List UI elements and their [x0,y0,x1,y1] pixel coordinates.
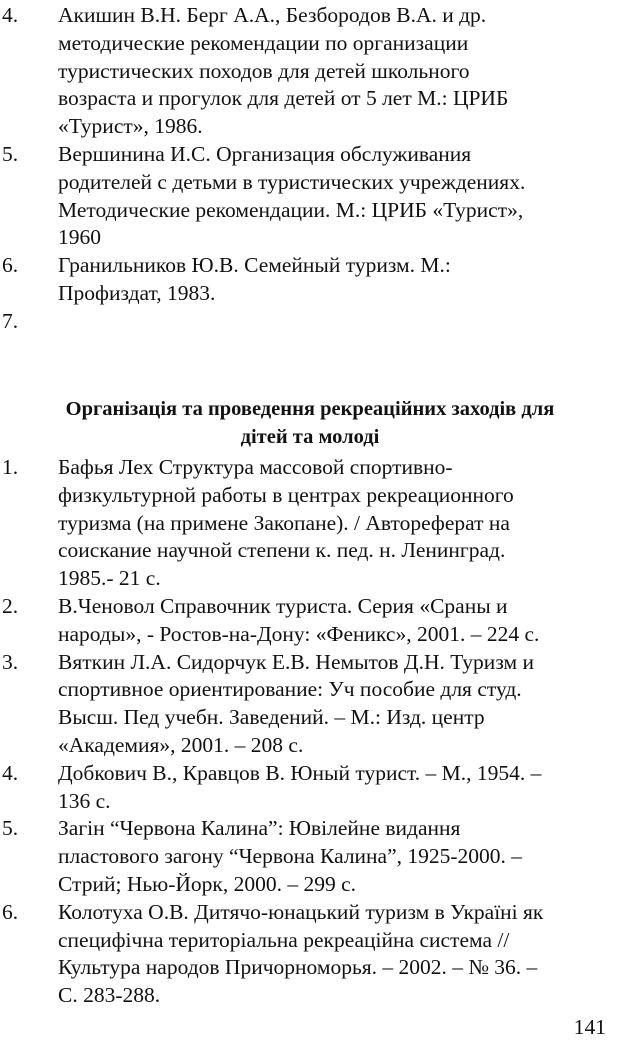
reference-line: Загін “Червона Калина”: Ювілейне видання [58,816,461,841]
reference-line: В.Ченовол Справочник туриста. Серия «Сраны и [58,593,508,618]
reference-line: Колотуха О.В. Дитячо-юнацький туризм в Україні як [58,899,544,924]
reference-number: 6. [2,899,19,924]
reference-number: 4. [2,760,19,785]
reference-number: 6. [2,253,19,278]
reference-text [58,2,618,141]
reference-number: 1. [2,455,19,479]
reference-item-bottom-1 [0,454,620,593]
reference-text [58,760,618,816]
reference-text [58,141,618,252]
reference-line: «Академия», 2001. – 208 с. [58,732,304,757]
reference-line: Акишин В.Н. Берг А.А., Безбородов В.А. и др. [58,3,487,27]
reference-line: 1960 [58,225,101,250]
reference-number: 2. [2,593,19,618]
section-heading-line: дітей та молоді [240,425,380,448]
reference-list-top [0,2,620,336]
reference-line: физкультурной работы в центрах рекреационного [58,482,514,507]
reference-text [58,252,618,308]
reference-line: Вершинина И.С. Организация обслуживания [58,141,472,166]
reference-text [58,815,618,898]
reference-item-top-6 [0,252,620,308]
reference-item-bottom-2 [0,593,620,649]
reference-number: 7. [2,308,19,333]
reference-text [58,899,618,1010]
section-heading [0,396,620,452]
reference-line: туризма (на примене Закопане). / Автореферат на [58,510,510,535]
reference-text [58,649,618,760]
reference-item-top-5 [0,141,620,252]
reference-line: 1985.- 21 с. [58,566,161,591]
reference-line: специфічна територіальна рекреаційна система // [58,927,510,952]
reference-line: Гранильников Ю.В. Семейный туризм. М.: [58,253,451,278]
reference-text [58,454,618,593]
reference-line: соискание научной степени к. пед. н. Ленинград. [58,538,506,563]
reference-line: С. 283-288. [58,983,161,1008]
reference-item-bottom-5 [0,815,620,898]
reference-line: «Турист», 1986. [58,114,203,139]
reference-line: Добкович В., Кравцов В. Юный турист. – М., 1954. – [58,760,542,785]
reference-line: Методические рекомендации. М.: ЦРИБ «Турист», [58,197,524,222]
reference-line: родителей с детьми в туристических учреждениях. [58,169,526,194]
reference-item-top-4 [0,2,620,141]
reference-line: Профиздат, 1983. [58,280,216,305]
reference-line: 136 с. [58,788,111,813]
reference-item-bottom-6 [0,899,620,1010]
reference-line: Вяткин Л.А. Сидорчук Е.В. Немытов Д.Н. Туризм и [58,649,534,674]
reference-item-top-7 [0,308,620,336]
reference-item-bottom-3 [0,649,620,760]
reference-number: 5. [2,141,19,166]
reference-line: Стрий; Нью-Йорк, 2000. – 299 с. [58,871,357,896]
reference-text [58,593,618,649]
reference-line: народы», - Ростов-на-Дону: «Феникс», 2001. – 224 с. [58,621,540,646]
reference-line: пластового загону “Червона Калина”, 1925-2000. – [58,844,523,869]
reference-number: 5. [2,816,19,841]
reference-line: спортивное ориентирование: Уч пособие для студ. [58,677,522,702]
reference-line: Бафья Лех Структура массовой спортивно- [58,455,453,479]
reference-line: возраста и прогулок для детей от 5 лет М.: ЦРИБ [58,86,509,111]
section-heading-line: Організація та проведення рекреаційних заходів для [65,398,555,420]
page-number: 141 [573,1015,606,1039]
reference-number: 4. [2,3,19,27]
reference-line: методические рекомендации по организации [58,30,469,55]
reference-line: Высш. Пед учебн. Заведений. – М.: Изд. центр [58,705,485,730]
reference-item-bottom-4 [0,760,620,816]
reference-number: 3. [2,649,19,674]
reference-line: Культура народов Причорноморья. – 2002. – № 36. – [58,955,538,980]
reference-list-bottom [0,454,620,1010]
reference-line: туристических походов для детей школьного [58,58,470,83]
